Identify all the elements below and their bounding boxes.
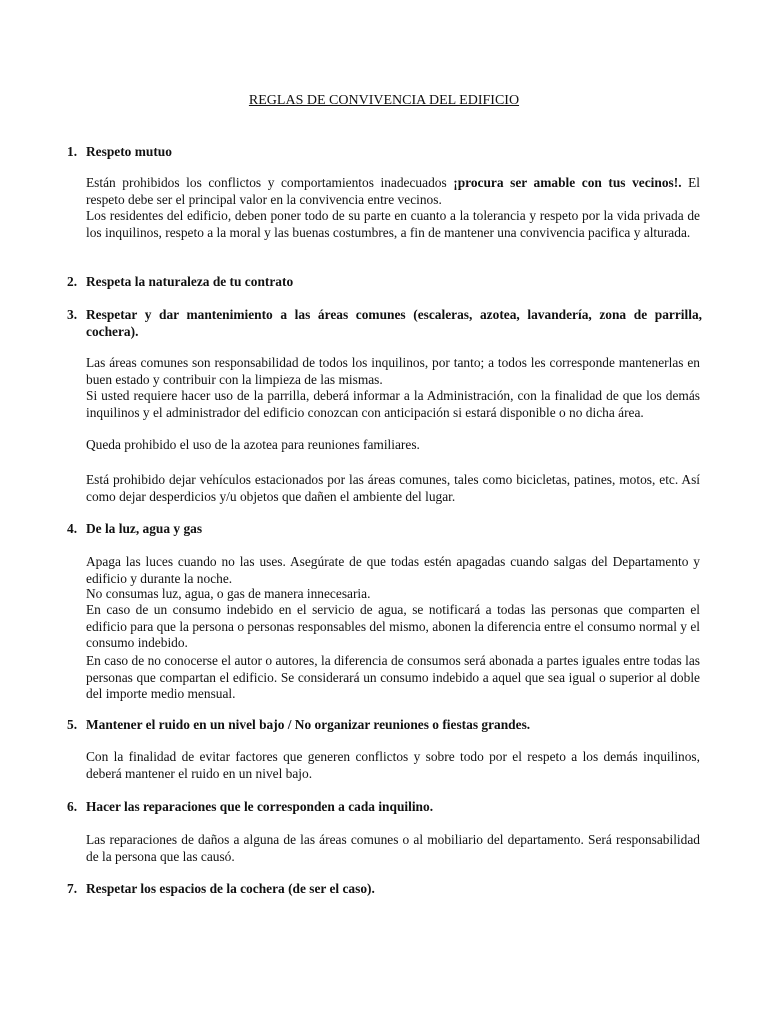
section-5-heading [67, 717, 702, 734]
section-1-heading [67, 144, 702, 161]
text-run: El respeto debe ser el principal valor en la convivencia entre vecinos. [86, 175, 701, 207]
section-number: 7. [67, 881, 78, 896]
section-title: Hacer las reparaciones que le corresponden a cada inquilino. [86, 799, 434, 814]
section-title: Mantener el ruido en un nivel bajo / No organizar reuniones o fiestas grandes. [86, 717, 531, 732]
section-4-paragraph-2: No consumas luz, agua, o gas de manera innecesaria. [86, 586, 371, 601]
section-number: 5. [67, 717, 78, 732]
section-3-paragraph-1: Las áreas comunes son responsabilidad de todos los inquilinos, por tanto; a todos les corresponde mantenerlas en buen estado y contribuir con la limpieza de las mismas. [86, 355, 700, 387]
section-6-paragraph-1: Las reparaciones de daños a alguna de las áreas comunes o al mobiliario del departamento. Será responsabilidad de la persona que las causó. [86, 832, 700, 864]
section-title: Respeta la naturaleza de tu contrato [86, 274, 294, 289]
section-4-paragraph-3: En caso de un consumo indebido en el servicio de agua, se notificará a todas las personas que comparten el edificio para que la persona o personas responsables del mismo, abonen la diferencia entre el consumo normal y el consumo indebido. [86, 602, 700, 650]
section-title: De la luz, agua y gas [86, 521, 203, 536]
section-number: 1. [67, 144, 78, 159]
section-4-heading [67, 521, 702, 538]
section-3-heading [67, 307, 702, 340]
section-number: 2. [67, 274, 78, 289]
section-4-paragraph-4: En caso de no conocerse el autor o autores, la diferencia de consumos será abonada a partes iguales entre todas las personas que compartan el edificio. Se considerará un consumo indebido a aquel que sea igual o superior al doble del importe medio mensual. [86, 653, 700, 701]
section-title: Respetar los espacios de la cochera (de ser el caso). [86, 881, 375, 896]
section-1-paragraph-2: Los residentes del edificio, deben poner todo de su parte en cuanto a la tolerancia y respeto por la vida privada de los inquilinos, respeto a la moral y las buenas costumbres, a fin de mantener una convivencia pacifica y alturada. [86, 208, 700, 240]
section-5-paragraph-1: Con la finalidad de evitar factores que generen conflictos y sobre todo por el respeto a los demás inquilinos, deberá mantener el ruido en un nivel bajo. [86, 749, 700, 781]
emphasis-text: ¡procura ser amable con tus vecinos!. [453, 175, 682, 190]
section-3-paragraph-3: Queda prohibido el uso de la azotea para reuniones familiares. [86, 437, 420, 452]
section-6-heading [67, 799, 702, 816]
section-4-paragraph-1: Apaga las luces cuando no las uses. Asegúrate de que todas estén apagadas cuando salgas del Departamento y edificio y durante la noche. [86, 554, 700, 586]
section-number: 6. [67, 799, 78, 814]
section-title: Respetar y dar mantenimiento a las áreas comunes (escaleras, azotea, lavandería, zona de parrilla, cochera). [86, 307, 702, 339]
section-3-paragraph-2: Si usted requiere hacer uso de la parrilla, deberá informar a la Administración, con la finalidad de que los demás inquilinos y el administrador del edificio conozcan con anticipación si estará disponible o no dicha área. [86, 388, 700, 420]
document-title: REGLAS DE CONVIVENCIA DEL EDIFICIO [248, 93, 520, 108]
section-3-paragraph-4: Está prohibido dejar vehículos estacionados por las áreas comunes, tales como bicicletas, patines, motos, etc. Así como dejar desperdicios y/u objetos que dañen el ambiente del lugar. [86, 472, 700, 504]
section-title: Respeto mutuo [86, 144, 172, 159]
section-number: 3. [67, 307, 78, 322]
section-number: 4. [67, 521, 78, 536]
text-run: Están prohibidos los conflictos y comportamientos inadecuados [86, 175, 454, 190]
section-2-heading [67, 274, 702, 291]
section-7-heading [67, 881, 702, 898]
section-1-paragraph-1 [86, 175, 700, 208]
